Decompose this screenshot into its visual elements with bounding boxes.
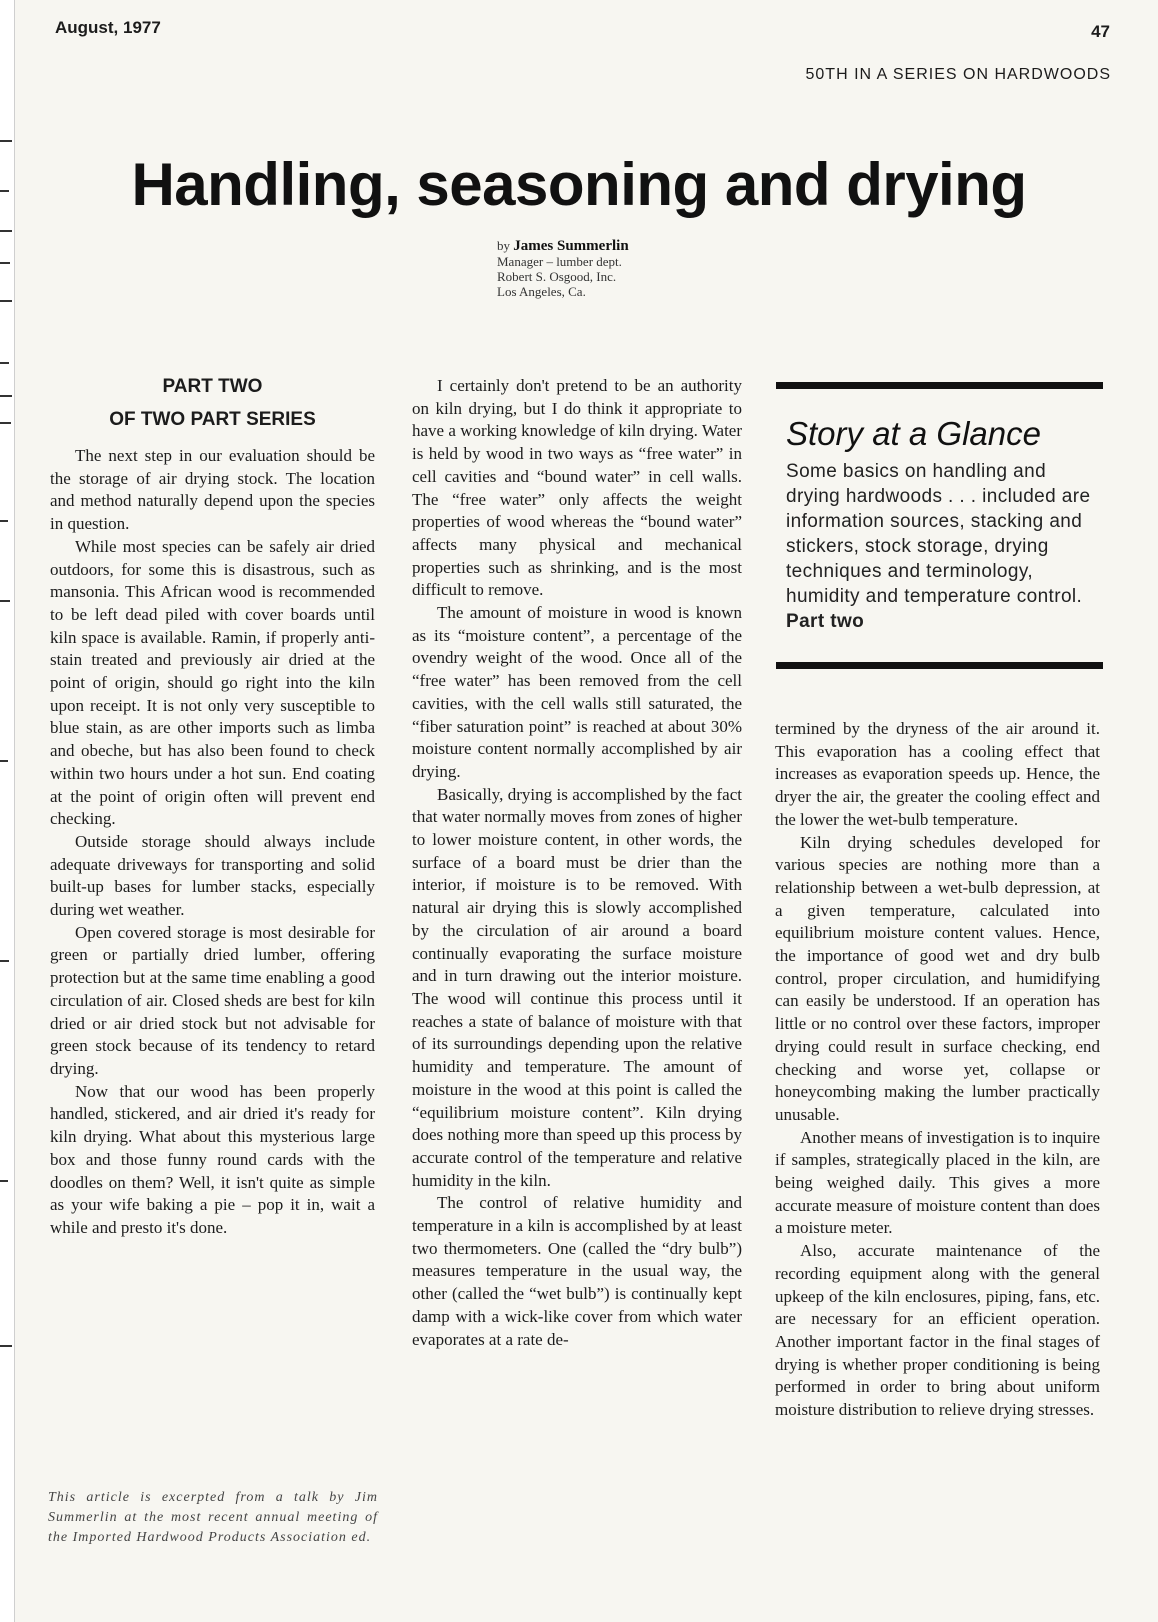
editor-footnote: This article is excerpted from a talk by Jim Summerlin at the most recent annual meeting of the Imported Hardwood Products Association ed. xyxy=(48,1490,378,1545)
byline-author: James Summerlin xyxy=(513,238,629,254)
paragraph: While most species can be safely air dried outdoors, for some this is disastrous, such as mansonia. This African wood is recommended to be left dead piled with cover boards until kiln space is available. Ramin, if properly anti-stain treated and previously air dried at the point of origin, should go right into the kiln upon receipt. It is not only very susceptible to blue stain, as are other imports such as limba and obeche, but has also been found to check within two hours under a hot sun. End coating at the point of origin often will prevent end checking. xyxy=(50,536,375,829)
page-binding-edge xyxy=(0,0,15,1622)
paragraph: The amount of moisture in wood is known as its “moisture content”, a percentage of the ovendry weight of the wood. Once all of the “free water” has been removed from the cell cavities, with the cell walls still saturated, the “fiber saturation point” is reached at about 30% moisture content normally accomplished by air drying. xyxy=(412,603,742,781)
paragraph: Also, accurate maintenance of the recording equipment along with the general upkeep of the kiln enclosures, piping, fans, etc. are necessary for an efficient operation. Another important factor in the final stages of drying is whether proper conditioning is being performed in order to bring about uniform moisture distribution to relieve drying stresses. xyxy=(775,1241,1100,1420)
paragraph: Kiln drying schedules developed for various species are nothing more than a relationship between a wet-bulb depression, at a given temperature, calculated into equilibrium moisture content values. Hence, the importance of good wet and dry bulb control, proper circulation, and humidifying can easily be understood. If an operation has little or no control over these factors, improper drying could result in surface checking, end checking and worse yet, collapse or honeycombing making the lumber practically unusable. xyxy=(775,832,1100,1124)
part-heading: PART TWO xyxy=(162,376,263,397)
glance-top-rule xyxy=(776,382,1103,389)
paragraph: termined by the dryness of the air around it. This evaporation has a cooling effect that increases as evaporation speeds up. Hence, the dryer the air, the greater the cooling effect and the lower the wet-bulb temperature. xyxy=(775,719,1100,829)
glance-part-label: Part two xyxy=(786,611,865,632)
issue-date: August, 1977 xyxy=(55,18,161,37)
paragraph: Basically, drying is accomplished by the fact that water normally moves from zones of higher to lower moisture content, in other words, the surface of a board must be drier than the interior, if moisture is to be removed. With natural air drying this is slowly accomplished by the circulation of air around a board continually evaporating the surface moisture and in turn drawing out the interior moisture. The wood will continue this process until it reaches a state of balance of moisture with that of its surroundings depending upon the relative humidity and temperature. The amount of moisture in the wood at this point is called the “equilibrium moisture content”. Kiln drying does nothing more than speed up this process by accurate control of the temperature and relative humidity in the kiln. xyxy=(412,784,742,1190)
article-column-2 xyxy=(412,375,742,1351)
glance-bottom-rule xyxy=(776,662,1103,669)
paragraph: The next step in our evaluation should be the storage of air drying stock. The location and method naturally depend upon the species in question. xyxy=(50,446,375,534)
article-column-1 xyxy=(50,375,375,1240)
paragraph: The control of relative humidity and temperature in a kiln is accomplished by at least two thermometers. One (called the “dry bulb”) measures temperature in the usual way, the other (called the “wet bulb”) is continually kept damp with a wick-like cover from which water evaporates at a rate de- xyxy=(412,1193,742,1349)
article-column-3 xyxy=(775,718,1100,1422)
byline-position: Manager – lumber dept. xyxy=(497,254,622,269)
byline-by: by xyxy=(497,238,510,253)
byline xyxy=(497,238,629,299)
byline-location: Los Angeles, Ca. xyxy=(497,284,586,299)
article-title: Handling, seasoning and drying xyxy=(131,151,1027,218)
page-number: 47 xyxy=(1091,22,1110,41)
story-at-a-glance-box xyxy=(776,382,1103,669)
glance-summary xyxy=(786,459,1103,634)
glance-summary-text: Some basics on handling and drying hardwoods . . . included are information sources, stacking and stickers, stock storage, drying techniques and terminology, humidity and temperature control. xyxy=(786,461,1091,607)
glance-title: Story at a Glance xyxy=(786,415,1041,452)
series-heading: OF TWO PART SERIES xyxy=(109,409,316,430)
paragraph: Now that our wood has been properly handled, stickered, and air dried it's ready for kiln drying. What about this mysterious large box and those funny round cards with the doodles on them? Well, it isn't quite as simple as your wife baking a pie – pop it in, wait a while and presto it's done. xyxy=(50,1081,375,1237)
series-label: 50TH IN A SERIES ON HARDWOODS xyxy=(805,66,1111,83)
paragraph: I certainly don't pretend to be an authority on kiln drying, but I do think it appropriate to have a working knowledge of kiln drying. Water is held by wood in two ways as “free water” in cell cavities and “bound water” in cell walls. The “free water” only affects the weight properties of wood whereas the “bound water” affects many physical and mechanical properties such as shrinking, and is the most difficult to remove. xyxy=(412,376,742,600)
paragraph: Another means of investigation is to inquire if samples, strategically placed in the kiln, are being weighed daily. This gives a more accurate measure of moisture content than does a moisture meter. xyxy=(775,1127,1100,1238)
paragraph: Outside storage should always include adequate driveways for transporting and solid built-up bases for lumber stacks, especially during wet weather. xyxy=(50,831,375,920)
byline-company: Robert S. Osgood, Inc. xyxy=(497,269,617,284)
paragraph: Open covered storage is most desirable for green or partially dried lumber, offering protection but at the same time enabling a good circulation of air. Closed sheds are best for kiln dried or air dried stock but not advisable for green stock because of its tendency to retard drying. xyxy=(50,922,375,1078)
